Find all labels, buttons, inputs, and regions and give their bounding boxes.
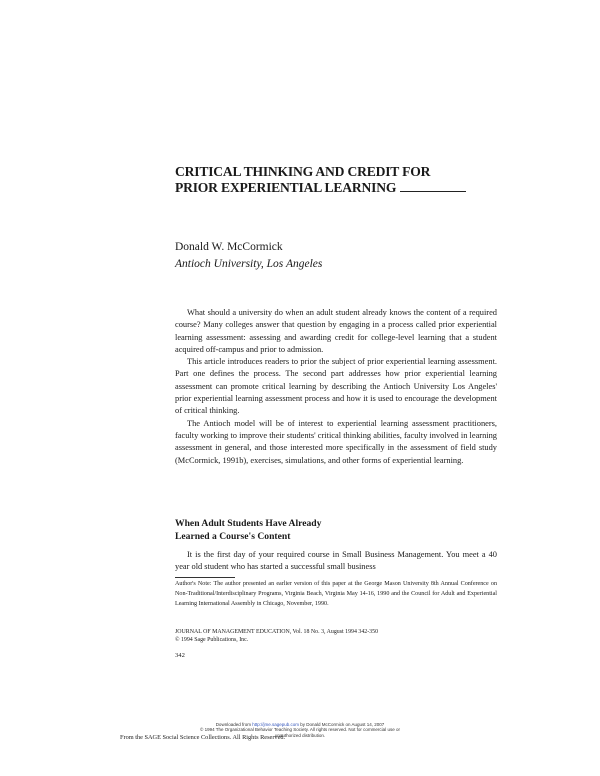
source-link[interactable]: http://jme.sagepub.com <box>252 722 299 727</box>
section-heading-line-1: When Adult Students Have Already <box>175 518 322 529</box>
abstract-paragraph: What should a university do when an adult student already knows the content of a required course? Many colleges answer that question by engaging in a process called prior experiential learning assessment: assessing and awarding credit for college-level learning that a student acquired off-campus and prior to admission. <box>175 308 497 354</box>
title-line-1: CRITICAL THINKING AND CREDIT FOR <box>175 164 431 179</box>
journal-line: JOURNAL OF MANAGEMENT EDUCATION, Vol. 18 No. 3, August 1994 342-350 <box>175 629 379 635</box>
page-number: 342 <box>175 652 185 659</box>
title-line-2 <box>175 180 495 196</box>
section-body <box>175 549 497 574</box>
author-affiliation: Antioch University, Los Angeles <box>175 258 323 270</box>
download-prefix: Downloaded from <box>215 722 253 727</box>
sage-collection-note: From the SAGE Social Science Collections. All Rights Reserved. <box>120 734 286 741</box>
article-title <box>175 164 495 196</box>
download-line-3: unauthorized distribution. <box>274 732 326 738</box>
section-heading <box>175 517 321 543</box>
title-line-2-text: PRIOR EXPERIENTIAL LEARNING <box>175 180 397 195</box>
download-suffix: by Donald McCormick on August 14, 2007 <box>299 722 385 727</box>
section-heading-line-2: Learned a Course's Content <box>175 531 291 542</box>
abstract <box>175 307 497 467</box>
abstract-paragraph: The Antioch model will be of interest to experiential learning assessment practitioners, faculty working to improve their students' critical thinking abilities, faculty involved in learning assessment in general, and those interested more specifically in the assessment of field study (McCormick, 1991b), exercises, simulations, and other forms of experiential learning. <box>175 418 497 465</box>
journal-citation <box>175 628 497 644</box>
title-rule <box>400 182 466 192</box>
copyright-line: © 1994 Sage Publications, Inc. <box>175 637 249 644</box>
author-name: Donald W. McCormick <box>175 241 283 253</box>
author-note: Author's Note: The author presented an earlier version of this paper at the George Mason University 8th Annual Conference on Non-Traditional/Interdisciplinary Programs, Virginia Beach, Virginia May 14-16, 1990 and the Council for Adult and Experiential Learning International Assembly in Chicago, November, 1990. <box>175 581 497 607</box>
footnote-divider <box>175 577 235 578</box>
download-line-2: © 1994 The Organizational Behavior Teaching Society. All rights reserved. Not for commercial use or <box>200 727 400 733</box>
abstract-paragraph: This article introduces readers to prior the subject of prior experiential learning assessment. Part one defines the process. The second part addresses how prior experiential learning assessment can promote critical learning by describing the Antioch University Los Angeles' prior experiential learning assessment process and how it is used to encourage the development of critical thinking. <box>175 357 497 416</box>
section-paragraph: It is the first day of your required course in Small Business Management. You meet a 40 year old student who has started a successful small business <box>175 550 497 572</box>
